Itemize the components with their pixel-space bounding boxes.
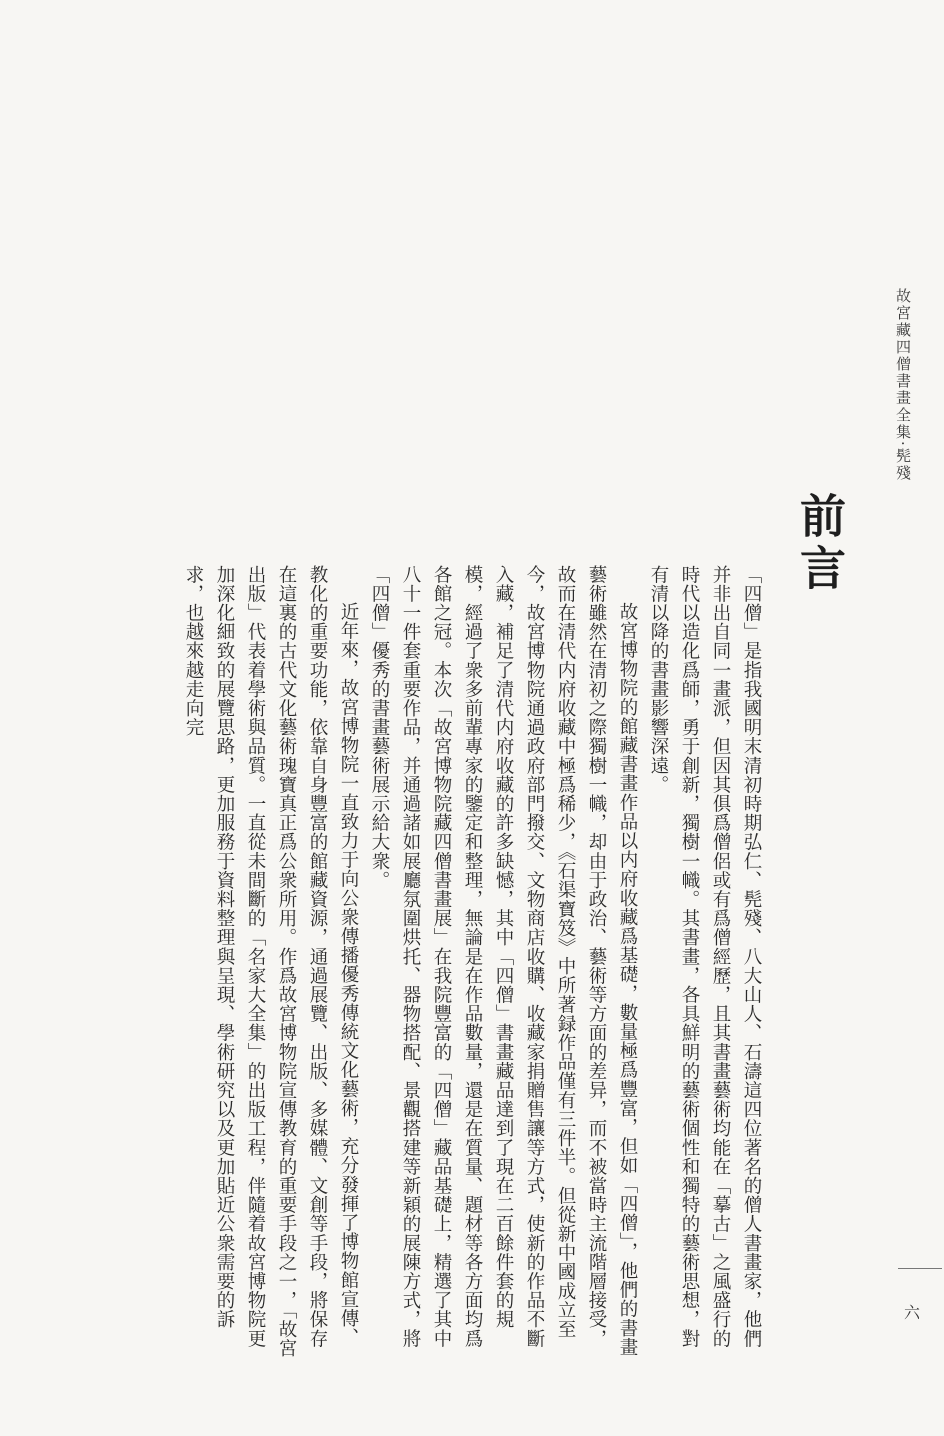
- page-number: 六: [904, 1303, 921, 1322]
- paragraph-2: 故宮博物院的館藏書畫作品以内府收藏爲基礎，數量極爲豐富，但如「四僧」，他們的書畫藝術雖然在清初之際獨樹一幟，却由于政治、藝術等方面的差异，而不被當時主流階層接受，故而在清代内府收藏中極爲稀少，《石渠寶笈》中所著録作品僅有三件半。但從新中國成立至今，故宮博物院通過政府部門撥交、文物商店收購、收藏家捐贈售讓等方式，使新的作品不斷入藏，補足了清代内府收藏的許多缺憾，其中「四僧」書畫藏品達到了現在二百餘件套的規模，經過了衆多前輩專家的鑒定和整理，無論是在作品數量，還是在質量、題材等各方面均爲各館之冠。本次「故宮博物院藏四僧書畫展」在我院豐富的「四僧」藏品基礎上，精選了其中八十一件套重要作品，并通過諸如展廳氛圍烘托、器物搭配、景觀搭建等新穎的展陳方式，將「四僧」優秀的書畫藝術展示給大衆。: [369, 565, 638, 1357]
- paragraph-3: 近年來，故宮博物院一直致力于向公衆傳播優秀傳統文化藝術，充分發揮了博物館宣傳、教化的重要功能，依靠自身豐富的館藏資源，通過展覽、出版、多媒體、文創等手段，將保存在這裏的古代文化藝術瑰寶真正爲公衆所用。作爲故宮博物院宣傳教育的重要手段之一，「故宮出版」代表着學術與品質。一直從未間斷的「名家大全集」的出版工程，伴隨着故宮博物院更加深化細致的展覽思路，更加服務于資料整理與呈現、學術研究以及更加貼近公衆需要的訴求，也越來越走向完: [183, 565, 359, 1358]
- page-title: 前言: [793, 492, 847, 596]
- running-head: 故宮藏四僧書畫全集·髡殘: [894, 288, 912, 482]
- margin-rule: [898, 1268, 942, 1269]
- paragraph-1: 「四僧」是指我國明末清初時期弘仁、髡殘、八大山人、石濤這四位著名的僧人書畫家，他們并非出自同一畫派，但因其俱爲僧侶或有爲僧經歷，且其書畫藝術均能在「摹古」之風盛行的時代以造化爲師，勇于創新，獨樹一幟。其書畫，各具鮮明的藝術個性和獨特的藝術思想，對有清以降的書畫影響深遠。: [648, 565, 762, 1349]
- body-text: [147, 565, 767, 1365]
